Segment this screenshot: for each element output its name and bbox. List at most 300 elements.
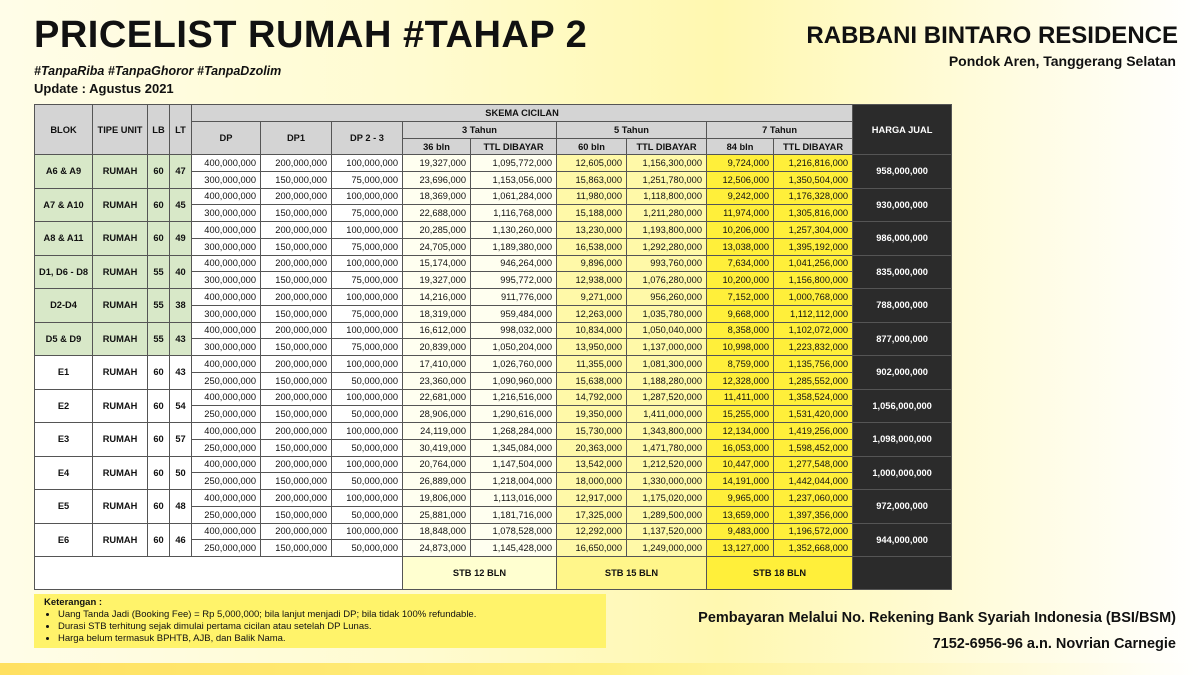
dp23-cell: 100,000,000 bbox=[332, 389, 403, 406]
stb-15-bln: STB 15 BLN bbox=[557, 557, 707, 590]
lb-cell: 60 bbox=[148, 490, 170, 524]
ttl-3-cell: 1,026,760,000 bbox=[471, 356, 557, 373]
table-body bbox=[35, 155, 952, 557]
notes-list bbox=[44, 609, 596, 645]
harga-jual-cell: 958,000,000 bbox=[853, 155, 952, 189]
ttl-3-cell: 1,345,084,000 bbox=[471, 439, 557, 456]
dp1-cell: 200,000,000 bbox=[261, 490, 332, 507]
dp-cell: 300,000,000 bbox=[192, 171, 261, 188]
dp-cell: 300,000,000 bbox=[192, 238, 261, 255]
col-5-tahun: 5 Tahun bbox=[557, 122, 707, 139]
ttl-7-cell: 1,135,756,000 bbox=[774, 356, 853, 373]
harga-jual-cell: 972,000,000 bbox=[853, 490, 952, 524]
col-7-tahun: 7 Tahun bbox=[707, 122, 853, 139]
ttl-3-cell: 959,484,000 bbox=[471, 305, 557, 322]
dp-cell: 250,000,000 bbox=[192, 439, 261, 456]
lt-cell: 45 bbox=[170, 188, 192, 222]
cicilan-60-cell: 12,917,000 bbox=[557, 490, 627, 507]
blok-cell: E1 bbox=[35, 356, 93, 390]
harga-jual-cell: 1,098,000,000 bbox=[853, 423, 952, 457]
col-lb: LB bbox=[148, 105, 170, 155]
col-ttl-dibayar-5: TTL DIBAYAR bbox=[627, 139, 707, 155]
blok-cell: D5 & D9 bbox=[35, 322, 93, 356]
cicilan-60-cell: 16,538,000 bbox=[557, 238, 627, 255]
dp1-cell: 200,000,000 bbox=[261, 155, 332, 172]
tipe-unit-cell: RUMAH bbox=[93, 188, 148, 222]
tipe-unit-cell: RUMAH bbox=[93, 523, 148, 557]
cicilan-60-cell: 9,271,000 bbox=[557, 289, 627, 306]
table-row bbox=[35, 389, 952, 406]
ttl-3-cell: 1,061,284,000 bbox=[471, 188, 557, 205]
cicilan-60-cell: 10,834,000 bbox=[557, 322, 627, 339]
pricelist-table-wrap bbox=[34, 104, 951, 590]
col-84-bln: 84 bln bbox=[707, 139, 774, 155]
cicilan-36-cell: 18,319,000 bbox=[403, 305, 471, 322]
ttl-5-cell: 1,188,280,000 bbox=[627, 372, 707, 389]
cicilan-36-cell: 19,327,000 bbox=[403, 155, 471, 172]
table-row bbox=[35, 289, 952, 306]
cicilan-84-cell: 13,038,000 bbox=[707, 238, 774, 255]
cicilan-60-cell: 19,350,000 bbox=[557, 406, 627, 423]
ttl-3-cell: 946,264,000 bbox=[471, 255, 557, 272]
dp23-cell: 50,000,000 bbox=[332, 439, 403, 456]
col-blok: BLOK bbox=[35, 105, 93, 155]
dp23-cell: 75,000,000 bbox=[332, 171, 403, 188]
ttl-3-cell: 1,078,528,000 bbox=[471, 523, 557, 540]
cicilan-84-cell: 9,965,000 bbox=[707, 490, 774, 507]
dp23-cell: 100,000,000 bbox=[332, 322, 403, 339]
ttl-5-cell: 1,050,040,000 bbox=[627, 322, 707, 339]
cicilan-60-cell: 13,542,000 bbox=[557, 456, 627, 473]
dp23-cell: 100,000,000 bbox=[332, 456, 403, 473]
table-row bbox=[35, 155, 952, 172]
ttl-3-cell: 1,147,504,000 bbox=[471, 456, 557, 473]
ttl-3-cell: 1,116,768,000 bbox=[471, 205, 557, 222]
cicilan-36-cell: 23,696,000 bbox=[403, 171, 471, 188]
cicilan-60-cell: 12,938,000 bbox=[557, 272, 627, 289]
dp23-cell: 100,000,000 bbox=[332, 490, 403, 507]
dp1-cell: 150,000,000 bbox=[261, 406, 332, 423]
cicilan-60-cell: 12,263,000 bbox=[557, 305, 627, 322]
ttl-5-cell: 1,137,520,000 bbox=[627, 523, 707, 540]
harga-jual-cell: 835,000,000 bbox=[853, 255, 952, 289]
tipe-unit-cell: RUMAH bbox=[93, 456, 148, 490]
cicilan-84-cell: 10,447,000 bbox=[707, 456, 774, 473]
dp1-cell: 150,000,000 bbox=[261, 305, 332, 322]
blok-cell: E3 bbox=[35, 423, 93, 457]
harga-jual-cell: 986,000,000 bbox=[853, 222, 952, 256]
note-item: • Harga belum termasuk BPHTB, AJB, dan Balik Nama. bbox=[58, 633, 596, 645]
ttl-7-cell: 1,176,328,000 bbox=[774, 188, 853, 205]
cicilan-60-cell: 20,363,000 bbox=[557, 439, 627, 456]
dp23-cell: 50,000,000 bbox=[332, 372, 403, 389]
ttl-7-cell: 1,112,112,000 bbox=[774, 305, 853, 322]
table-row bbox=[35, 222, 952, 239]
cicilan-60-cell: 15,730,000 bbox=[557, 423, 627, 440]
ttl-5-cell: 1,251,780,000 bbox=[627, 171, 707, 188]
lb-cell: 55 bbox=[148, 255, 170, 289]
lt-cell: 46 bbox=[170, 523, 192, 557]
lt-cell: 48 bbox=[170, 490, 192, 524]
col-36-bln: 36 bln bbox=[403, 139, 471, 155]
ttl-3-cell: 1,153,056,000 bbox=[471, 171, 557, 188]
tipe-unit-cell: RUMAH bbox=[93, 155, 148, 189]
pricelist-table bbox=[34, 104, 952, 590]
ttl-7-cell: 1,102,072,000 bbox=[774, 322, 853, 339]
dp-cell: 400,000,000 bbox=[192, 322, 261, 339]
ttl-3-cell: 1,218,004,000 bbox=[471, 473, 557, 490]
cicilan-84-cell: 14,191,000 bbox=[707, 473, 774, 490]
table-footer bbox=[35, 557, 952, 590]
dp23-cell: 100,000,000 bbox=[332, 188, 403, 205]
cicilan-84-cell: 10,998,000 bbox=[707, 339, 774, 356]
cicilan-84-cell: 9,242,000 bbox=[707, 188, 774, 205]
cicilan-60-cell: 12,605,000 bbox=[557, 155, 627, 172]
lt-cell: 54 bbox=[170, 389, 192, 423]
dp-cell: 400,000,000 bbox=[192, 490, 261, 507]
col-tipe-unit: TIPE UNIT bbox=[93, 105, 148, 155]
ttl-7-cell: 1,305,816,000 bbox=[774, 205, 853, 222]
cicilan-84-cell: 10,206,000 bbox=[707, 222, 774, 239]
ttl-3-cell: 1,095,772,000 bbox=[471, 155, 557, 172]
dp-cell: 400,000,000 bbox=[192, 255, 261, 272]
ttl-7-cell: 1,000,768,000 bbox=[774, 289, 853, 306]
cicilan-60-cell: 15,638,000 bbox=[557, 372, 627, 389]
cicilan-36-cell: 24,873,000 bbox=[403, 540, 471, 557]
ttl-7-cell: 1,395,192,000 bbox=[774, 238, 853, 255]
tipe-unit-cell: RUMAH bbox=[93, 322, 148, 356]
ttl-7-cell: 1,442,044,000 bbox=[774, 473, 853, 490]
update-date: Update : Agustus 2021 bbox=[34, 81, 174, 96]
dp-cell: 300,000,000 bbox=[192, 339, 261, 356]
lt-cell: 43 bbox=[170, 356, 192, 390]
ttl-3-cell: 998,032,000 bbox=[471, 322, 557, 339]
blok-cell: E4 bbox=[35, 456, 93, 490]
dp23-cell: 50,000,000 bbox=[332, 473, 403, 490]
ttl-5-cell: 956,260,000 bbox=[627, 289, 707, 306]
dp-cell: 400,000,000 bbox=[192, 356, 261, 373]
cicilan-84-cell: 15,255,000 bbox=[707, 406, 774, 423]
blok-cell: A8 & A11 bbox=[35, 222, 93, 256]
tipe-unit-cell: RUMAH bbox=[93, 289, 148, 323]
dp23-cell: 100,000,000 bbox=[332, 255, 403, 272]
blok-cell: E6 bbox=[35, 523, 93, 557]
ttl-7-cell: 1,223,832,000 bbox=[774, 339, 853, 356]
tipe-unit-cell: RUMAH bbox=[93, 423, 148, 457]
ttl-5-cell: 1,212,520,000 bbox=[627, 456, 707, 473]
cicilan-60-cell: 12,292,000 bbox=[557, 523, 627, 540]
cicilan-60-cell: 11,355,000 bbox=[557, 356, 627, 373]
ttl-5-cell: 1,076,280,000 bbox=[627, 272, 707, 289]
bottom-band bbox=[0, 663, 1200, 675]
dp1-cell: 150,000,000 bbox=[261, 540, 332, 557]
harga-jual-cell: 1,000,000,000 bbox=[853, 456, 952, 490]
blok-cell: E5 bbox=[35, 490, 93, 524]
cicilan-84-cell: 16,053,000 bbox=[707, 439, 774, 456]
lb-cell: 60 bbox=[148, 356, 170, 390]
note-item: • Uang Tanda Jadi (Booking Fee) = Rp 5,000,000; bila lanjut menjadi DP; bila tidak 100% refundable. bbox=[58, 609, 596, 621]
col-skema-cicilan: SKEMA CICILAN bbox=[192, 105, 853, 122]
cicilan-84-cell: 10,200,000 bbox=[707, 272, 774, 289]
blok-cell: E2 bbox=[35, 389, 93, 423]
ttl-7-cell: 1,397,356,000 bbox=[774, 506, 853, 523]
ttl-5-cell: 1,343,800,000 bbox=[627, 423, 707, 440]
tipe-unit-cell: RUMAH bbox=[93, 222, 148, 256]
ttl-3-cell: 1,268,284,000 bbox=[471, 423, 557, 440]
cicilan-60-cell: 15,863,000 bbox=[557, 171, 627, 188]
cicilan-36-cell: 20,839,000 bbox=[403, 339, 471, 356]
lb-cell: 60 bbox=[148, 523, 170, 557]
dp23-cell: 100,000,000 bbox=[332, 523, 403, 540]
harga-jual-cell: 1,056,000,000 bbox=[853, 389, 952, 423]
dp23-cell: 50,000,000 bbox=[332, 540, 403, 557]
table-row bbox=[35, 188, 952, 205]
project-location: Pondok Aren, Tanggerang Selatan bbox=[948, 53, 1176, 69]
dp23-cell: 75,000,000 bbox=[332, 272, 403, 289]
cicilan-60-cell: 17,325,000 bbox=[557, 506, 627, 523]
dp1-cell: 200,000,000 bbox=[261, 289, 332, 306]
cicilan-84-cell: 7,634,000 bbox=[707, 255, 774, 272]
cicilan-60-cell: 9,896,000 bbox=[557, 255, 627, 272]
cicilan-36-cell: 19,327,000 bbox=[403, 272, 471, 289]
dp23-cell: 100,000,000 bbox=[332, 222, 403, 239]
lt-cell: 50 bbox=[170, 456, 192, 490]
dp1-cell: 200,000,000 bbox=[261, 255, 332, 272]
ttl-5-cell: 1,156,300,000 bbox=[627, 155, 707, 172]
dp1-cell: 150,000,000 bbox=[261, 372, 332, 389]
cicilan-84-cell: 11,411,000 bbox=[707, 389, 774, 406]
cicilan-84-cell: 8,358,000 bbox=[707, 322, 774, 339]
stb-18-bln: STB 18 BLN bbox=[707, 557, 853, 590]
ttl-5-cell: 993,760,000 bbox=[627, 255, 707, 272]
lt-cell: 38 bbox=[170, 289, 192, 323]
lb-cell: 60 bbox=[148, 389, 170, 423]
ttl-5-cell: 1,175,020,000 bbox=[627, 490, 707, 507]
lb-cell: 60 bbox=[148, 423, 170, 457]
ttl-5-cell: 1,330,000,000 bbox=[627, 473, 707, 490]
lt-cell: 40 bbox=[170, 255, 192, 289]
dp23-cell: 75,000,000 bbox=[332, 205, 403, 222]
cicilan-60-cell: 18,000,000 bbox=[557, 473, 627, 490]
table-row bbox=[35, 255, 952, 272]
stb-12-bln: STB 12 BLN bbox=[403, 557, 557, 590]
cicilan-36-cell: 30,419,000 bbox=[403, 439, 471, 456]
dp1-cell: 200,000,000 bbox=[261, 188, 332, 205]
cicilan-60-cell: 13,230,000 bbox=[557, 222, 627, 239]
ttl-3-cell: 1,050,204,000 bbox=[471, 339, 557, 356]
cicilan-36-cell: 24,119,000 bbox=[403, 423, 471, 440]
ttl-3-cell: 1,181,716,000 bbox=[471, 506, 557, 523]
ttl-3-cell: 995,772,000 bbox=[471, 272, 557, 289]
cicilan-60-cell: 14,792,000 bbox=[557, 389, 627, 406]
harga-jual-cell: 944,000,000 bbox=[853, 523, 952, 557]
table-row bbox=[35, 490, 952, 507]
dp1-cell: 200,000,000 bbox=[261, 456, 332, 473]
dp-cell: 400,000,000 bbox=[192, 222, 261, 239]
ttl-5-cell: 1,211,280,000 bbox=[627, 205, 707, 222]
table-row bbox=[35, 356, 952, 373]
lt-cell: 43 bbox=[170, 322, 192, 356]
harga-jual-cell: 902,000,000 bbox=[853, 356, 952, 390]
dp-cell: 300,000,000 bbox=[192, 305, 261, 322]
dp-cell: 250,000,000 bbox=[192, 473, 261, 490]
table-row bbox=[35, 322, 952, 339]
blok-cell: D1, D6 - D8 bbox=[35, 255, 93, 289]
dp-cell: 250,000,000 bbox=[192, 406, 261, 423]
blok-cell: A7 & A10 bbox=[35, 188, 93, 222]
tipe-unit-cell: RUMAH bbox=[93, 389, 148, 423]
table-row bbox=[35, 523, 952, 540]
ttl-3-cell: 1,130,260,000 bbox=[471, 222, 557, 239]
lt-cell: 49 bbox=[170, 222, 192, 256]
col-dp1: DP1 bbox=[261, 122, 332, 155]
ttl-7-cell: 1,419,256,000 bbox=[774, 423, 853, 440]
footer-blank bbox=[35, 557, 403, 590]
cicilan-60-cell: 11,980,000 bbox=[557, 188, 627, 205]
dp1-cell: 200,000,000 bbox=[261, 389, 332, 406]
notes-title: Keterangan : bbox=[44, 597, 103, 608]
ttl-5-cell: 1,287,520,000 bbox=[627, 389, 707, 406]
dp1-cell: 150,000,000 bbox=[261, 171, 332, 188]
dp1-cell: 200,000,000 bbox=[261, 423, 332, 440]
dp1-cell: 200,000,000 bbox=[261, 322, 332, 339]
dp1-cell: 200,000,000 bbox=[261, 523, 332, 540]
cicilan-36-cell: 20,764,000 bbox=[403, 456, 471, 473]
dp-cell: 250,000,000 bbox=[192, 372, 261, 389]
payment-info: Pembayaran Melalui No. Rekening Bank Syariah Indonesia (BSI/BSM) bbox=[698, 610, 1176, 626]
ttl-7-cell: 1,216,816,000 bbox=[774, 155, 853, 172]
dp-cell: 250,000,000 bbox=[192, 540, 261, 557]
cicilan-84-cell: 12,506,000 bbox=[707, 171, 774, 188]
cicilan-84-cell: 13,127,000 bbox=[707, 540, 774, 557]
lb-cell: 60 bbox=[148, 188, 170, 222]
cicilan-60-cell: 15,188,000 bbox=[557, 205, 627, 222]
lb-cell: 60 bbox=[148, 222, 170, 256]
ttl-5-cell: 1,118,800,000 bbox=[627, 188, 707, 205]
dp1-cell: 150,000,000 bbox=[261, 473, 332, 490]
harga-jual-cell: 788,000,000 bbox=[853, 289, 952, 323]
dp-cell: 400,000,000 bbox=[192, 456, 261, 473]
cicilan-36-cell: 20,285,000 bbox=[403, 222, 471, 239]
cicilan-60-cell: 13,950,000 bbox=[557, 339, 627, 356]
ttl-7-cell: 1,285,552,000 bbox=[774, 372, 853, 389]
table-row bbox=[35, 456, 952, 473]
harga-jual-cell: 877,000,000 bbox=[853, 322, 952, 356]
ttl-5-cell: 1,193,800,000 bbox=[627, 222, 707, 239]
dp23-cell: 75,000,000 bbox=[332, 305, 403, 322]
cicilan-36-cell: 26,889,000 bbox=[403, 473, 471, 490]
ttl-7-cell: 1,041,256,000 bbox=[774, 255, 853, 272]
ttl-5-cell: 1,471,780,000 bbox=[627, 439, 707, 456]
cicilan-60-cell: 16,650,000 bbox=[557, 540, 627, 557]
dp-cell: 400,000,000 bbox=[192, 523, 261, 540]
dp1-cell: 200,000,000 bbox=[261, 356, 332, 373]
lt-cell: 57 bbox=[170, 423, 192, 457]
ttl-7-cell: 1,350,504,000 bbox=[774, 171, 853, 188]
cicilan-36-cell: 17,410,000 bbox=[403, 356, 471, 373]
ttl-7-cell: 1,277,548,000 bbox=[774, 456, 853, 473]
col-ttl-dibayar-7: TTL DIBAYAR bbox=[774, 139, 853, 155]
cicilan-84-cell: 9,483,000 bbox=[707, 523, 774, 540]
table-header bbox=[35, 105, 952, 155]
ttl-5-cell: 1,249,000,000 bbox=[627, 540, 707, 557]
col-60-bln: 60 bln bbox=[557, 139, 627, 155]
dp23-cell: 75,000,000 bbox=[332, 339, 403, 356]
cicilan-84-cell: 9,724,000 bbox=[707, 155, 774, 172]
dp-cell: 400,000,000 bbox=[192, 289, 261, 306]
col-lt: LT bbox=[170, 105, 192, 155]
dp-cell: 300,000,000 bbox=[192, 205, 261, 222]
cicilan-36-cell: 19,806,000 bbox=[403, 490, 471, 507]
cicilan-36-cell: 22,681,000 bbox=[403, 389, 471, 406]
cicilan-84-cell: 11,974,000 bbox=[707, 205, 774, 222]
dp23-cell: 50,000,000 bbox=[332, 506, 403, 523]
lb-cell: 55 bbox=[148, 322, 170, 356]
tipe-unit-cell: RUMAH bbox=[93, 490, 148, 524]
ttl-5-cell: 1,081,300,000 bbox=[627, 356, 707, 373]
dp-cell: 400,000,000 bbox=[192, 423, 261, 440]
dp23-cell: 100,000,000 bbox=[332, 289, 403, 306]
ttl-7-cell: 1,156,800,000 bbox=[774, 272, 853, 289]
dp1-cell: 150,000,000 bbox=[261, 272, 332, 289]
ttl-7-cell: 1,257,304,000 bbox=[774, 222, 853, 239]
col-ttl-dibayar-3: TTL DIBAYAR bbox=[471, 139, 557, 155]
ttl-5-cell: 1,289,500,000 bbox=[627, 506, 707, 523]
cicilan-36-cell: 24,705,000 bbox=[403, 238, 471, 255]
cicilan-84-cell: 7,152,000 bbox=[707, 289, 774, 306]
cicilan-36-cell: 28,906,000 bbox=[403, 406, 471, 423]
cicilan-36-cell: 15,174,000 bbox=[403, 255, 471, 272]
ttl-3-cell: 1,113,016,000 bbox=[471, 490, 557, 507]
ttl-7-cell: 1,352,668,000 bbox=[774, 540, 853, 557]
ttl-5-cell: 1,411,000,000 bbox=[627, 406, 707, 423]
payment-account: 7152-6956-96 a.n. Novrian Carnegie bbox=[932, 636, 1176, 652]
dp-cell: 400,000,000 bbox=[192, 155, 261, 172]
project-name: RABBANI BINTARO RESIDENCE bbox=[806, 22, 1178, 49]
col-dp23: DP 2 - 3 bbox=[332, 122, 403, 155]
cicilan-84-cell: 9,668,000 bbox=[707, 305, 774, 322]
dp23-cell: 100,000,000 bbox=[332, 423, 403, 440]
ttl-5-cell: 1,035,780,000 bbox=[627, 305, 707, 322]
dp1-cell: 150,000,000 bbox=[261, 339, 332, 356]
ttl-7-cell: 1,196,572,000 bbox=[774, 523, 853, 540]
hashtags: #TanpaRiba #TanpaGhoror #TanpaDzolim bbox=[34, 64, 282, 78]
cicilan-36-cell: 23,360,000 bbox=[403, 372, 471, 389]
col-3-tahun: 3 Tahun bbox=[403, 122, 557, 139]
dp1-cell: 150,000,000 bbox=[261, 439, 332, 456]
ttl-3-cell: 1,090,960,000 bbox=[471, 372, 557, 389]
cicilan-36-cell: 18,369,000 bbox=[403, 188, 471, 205]
dp23-cell: 75,000,000 bbox=[332, 238, 403, 255]
ttl-5-cell: 1,292,280,000 bbox=[627, 238, 707, 255]
notes-box bbox=[34, 594, 606, 648]
cicilan-36-cell: 14,216,000 bbox=[403, 289, 471, 306]
ttl-3-cell: 911,776,000 bbox=[471, 289, 557, 306]
ttl-7-cell: 1,358,524,000 bbox=[774, 389, 853, 406]
cicilan-36-cell: 25,881,000 bbox=[403, 506, 471, 523]
cicilan-84-cell: 12,134,000 bbox=[707, 423, 774, 440]
dp-cell: 250,000,000 bbox=[192, 506, 261, 523]
cicilan-84-cell: 8,759,000 bbox=[707, 356, 774, 373]
page-title: PRICELIST RUMAH #TAHAP 2 bbox=[34, 14, 588, 56]
ttl-3-cell: 1,189,380,000 bbox=[471, 238, 557, 255]
dp1-cell: 150,000,000 bbox=[261, 506, 332, 523]
cicilan-36-cell: 16,612,000 bbox=[403, 322, 471, 339]
dp23-cell: 100,000,000 bbox=[332, 155, 403, 172]
col-harga-jual: HARGA JUAL bbox=[853, 105, 952, 155]
cicilan-84-cell: 13,659,000 bbox=[707, 506, 774, 523]
dp-cell: 300,000,000 bbox=[192, 272, 261, 289]
